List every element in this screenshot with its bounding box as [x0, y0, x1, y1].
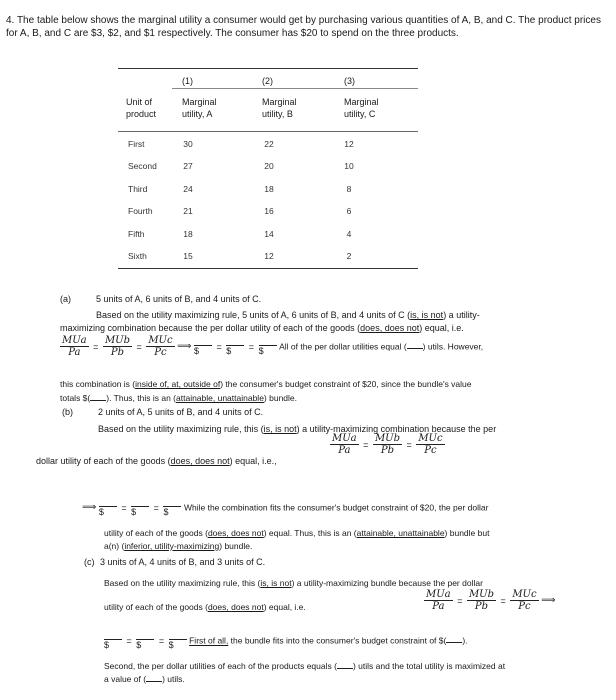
answer-blank[interactable]	[146, 673, 162, 682]
table-cell-unit: Third	[128, 184, 148, 194]
fraction-muc-pc: $\frac{\text{MUc}}{Pc}$	[512, 589, 537, 612]
part-a-line4: this combination is (inside of, at, outside of) the consumer's budget constraint of $20, since the bundle's value	[60, 379, 472, 389]
answer-box[interactable]: $	[136, 633, 154, 648]
table-header-rule	[172, 88, 418, 89]
implies-arrow-icon: ⟹	[82, 502, 97, 513]
table-cell-a: 18	[183, 229, 193, 239]
answer-blank[interactable]	[446, 634, 462, 643]
header-mu-c: Marginal utility, C	[344, 97, 379, 119]
col-number-2: (2)	[262, 76, 273, 86]
header-mu-b: Marginal utility, B	[262, 97, 297, 119]
table-cell-c: 2	[346, 251, 352, 261]
table-sub-rule	[118, 131, 418, 132]
part-a-line5: totals $( ). Thus, this is an (attainable, unattainable) bundle.	[60, 393, 298, 403]
question-text: 4. The table below shows the marginal utility a consumer would get by purchasing various quantities of A, B, and C. The product prices for A, B, and C are $3, $2, and $1 respectively. The consumer has $20 to spend on the three products.	[6, 15, 601, 39]
part-a-option-is[interactable]: is, is not	[410, 310, 444, 320]
answer-box[interactable]: $	[99, 500, 117, 515]
part-c-title: 3 units of A, 4 units of B, and 3 units of C.	[100, 557, 266, 567]
table-cell-c: 4	[346, 229, 352, 239]
part-c-line4: Second, the per dollar utilities of each of the products equals ( ) utils and the total utility is maximized at	[104, 661, 506, 671]
fraction-muc-pc: $\frac{\text{MUc}}{Pc}$	[418, 433, 443, 456]
table-cell-unit: Fourth	[128, 206, 153, 216]
part-b-line1: Based on the utility maximizing rule, this (is, is not) a utility-maximizing combination because the per	[98, 424, 497, 434]
answer-blank[interactable]	[90, 392, 106, 401]
answer-box[interactable]: $	[163, 500, 181, 515]
table-cell-a: 27	[183, 161, 193, 171]
table-top-rule	[118, 68, 418, 69]
part-b-option-is[interactable]: is, is not	[263, 424, 297, 434]
part-a-option-attainable[interactable]: attainable, unattainable	[176, 393, 264, 403]
part-a-title: 5 units of A, 6 units of B, and 4 units of C.	[96, 294, 262, 304]
part-b-label: (b)	[62, 407, 73, 417]
fraction-mua-pa: $\frac{\text{MUa}}{Pa}$	[62, 335, 87, 358]
answer-box[interactable]: $	[226, 339, 244, 354]
part-c-first-of-all: First of all,	[189, 635, 229, 646]
part-b-title: 2 units of A, 5 units of B, and 4 units of C.	[98, 407, 264, 417]
table-cell-c: 12	[344, 139, 354, 149]
part-c-equation-2: $ = $ = $ First of all, the bundle fits into the consumer's budget constraint of $( ).	[104, 633, 468, 648]
answer-blank[interactable]	[337, 660, 353, 669]
fraction-muc-pc: $\frac{\text{MUc}}{Pc}$	[148, 335, 173, 358]
part-a-equation: $\frac{\text{MUa}}{Pa}$ = $\frac{\text{MUb}}{Pb}$ = $\frac{\text{MUc}}{Pc}$ ⟹ $ = $ = $ All of the per dollar utilities equal ( ) utils. However,	[62, 335, 484, 358]
part-b-option-attainable[interactable]: attainable, unattainable	[356, 528, 445, 538]
implies-arrow-icon: ⟹	[541, 595, 556, 606]
part-c-option-does[interactable]: does, does not	[207, 602, 264, 612]
table-cell-a: 30	[183, 139, 193, 149]
table-cell-b: 22	[264, 139, 274, 149]
table-cell-a: 21	[183, 206, 193, 216]
table-cell-a: 24	[183, 184, 193, 194]
part-b-equation: $\frac{\text{MUa}}{Pa}$ = $\frac{\text{MUb}}{Pb}$ = $\frac{\text{MUc}}{Pc}$	[332, 433, 443, 456]
fraction-mub-pb: $\frac{\text{MUb}}{Pb}$	[468, 589, 495, 612]
part-c-line2: utility of each of the goods (does, does not) equal, i.e.	[104, 602, 306, 612]
part-b-line5: a(n) (inferior, utility-maximizing) bundle.	[104, 541, 253, 551]
table-cell-a: 15	[183, 251, 193, 261]
answer-box[interactable]: $	[259, 339, 277, 354]
table-cell-unit: Second	[128, 161, 157, 171]
header-unit: Unit of product	[126, 97, 157, 119]
fraction-mua-pa: $\frac{\text{MUa}}{Pa}$	[332, 433, 357, 456]
col-number-1: (1)	[182, 76, 193, 86]
part-c-line1: Based on the utility maximizing rule, this (is, is not) a utility-maximizing bundle because the per dollar	[104, 578, 483, 588]
part-b-option-does[interactable]: does, does not	[170, 456, 230, 466]
table-cell-b: 16	[264, 206, 274, 216]
part-c-equation: $\frac{\text{MUa}}{Pa}$ = $\frac{\text{MUb}}{Pb}$ = $\frac{\text{MUc}}{Pc}$ ⟹	[426, 589, 556, 612]
part-b-line2: dollar utility of each of the goods (does, does not) equal, i.e.,	[36, 456, 277, 466]
part-c-option-is[interactable]: is, is not	[260, 578, 292, 588]
answer-box[interactable]: $	[104, 633, 122, 648]
fraction-mua-pa: $\frac{\text{MUa}}{Pa}$	[426, 589, 451, 612]
part-c-label: (c)	[84, 557, 95, 567]
answer-box[interactable]: $	[131, 500, 149, 515]
col-number-3: (3)	[344, 76, 355, 86]
table-cell-c: 6	[346, 206, 352, 216]
table-cell-c: 8	[346, 184, 352, 194]
part-a-label: (a)	[60, 294, 71, 304]
answer-box[interactable]: $	[169, 633, 187, 648]
table-cell-unit: First	[128, 139, 145, 149]
part-a-line2: maximizing combination because the per dollar utility of each of the goods (does, does not) equal, i.e.	[60, 323, 464, 333]
table-cell-b: 12	[264, 251, 274, 261]
table-cell-b: 18	[264, 184, 274, 194]
answer-box[interactable]: $	[194, 339, 212, 354]
part-a-option-does[interactable]: does, does not	[360, 323, 420, 333]
answer-blank[interactable]	[407, 340, 423, 349]
table-cell-b: 20	[264, 161, 274, 171]
part-a-line1: Based on the utility maximizing rule, 5 units of A, 6 units of B, and 4 units of C (is, is not) a utility-	[96, 310, 480, 320]
table-cell-c: 10	[344, 161, 354, 171]
part-a-option-inside[interactable]: inside of, at, outside of	[135, 379, 221, 389]
part-b-option-inferior[interactable]: inferior, utility-maximizing	[124, 541, 220, 551]
header-mu-a: Marginal utility, A	[182, 97, 217, 119]
table-cell-unit: Sixth	[128, 251, 147, 261]
table-cell-b: 14	[264, 229, 274, 239]
implies-arrow-icon: ⟹	[177, 341, 192, 352]
part-c-line5: a value of ( ) utils.	[104, 674, 185, 684]
part-b-option-does-2[interactable]: does, does not	[207, 528, 264, 538]
fraction-mub-pb: $\frac{\text{MUb}}{Pb}$	[374, 433, 401, 456]
table-bottom-rule	[118, 268, 418, 269]
part-b-line4: utility of each of the goods (does, does not) equal. Thus, this is an (attainable, unattainable) bundle but	[104, 528, 490, 538]
table-cell-unit: Fifth	[128, 229, 145, 239]
part-b-equation-2: ⟹ $ = $ = $ While the combination fits the consumer's budget constraint of $20, the per dollar	[82, 502, 489, 517]
fraction-mub-pb: $\frac{\text{MUb}}{Pb}$	[104, 335, 131, 358]
